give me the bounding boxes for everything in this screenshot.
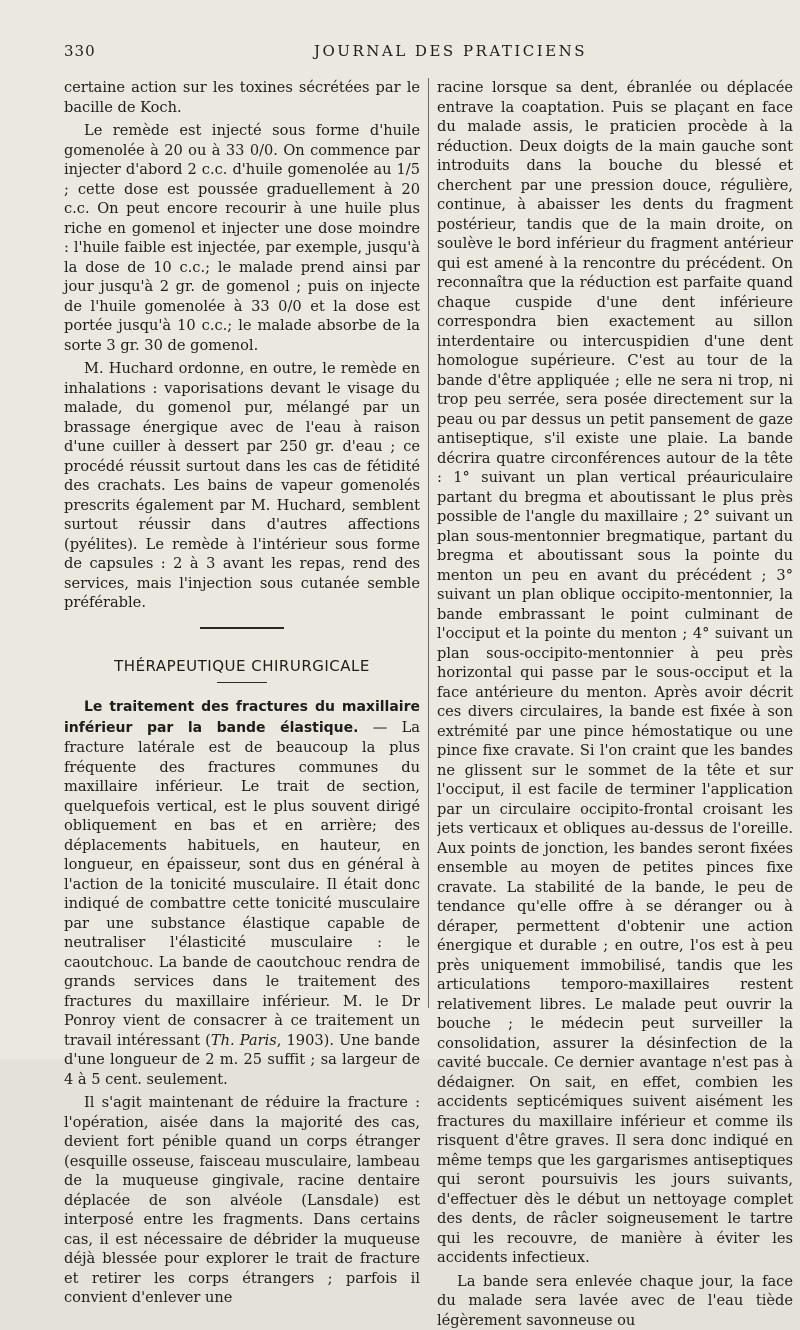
article-paragraph-intro bbox=[64, 697, 420, 1089]
page-number: 330 bbox=[64, 42, 96, 60]
heading-underline-rule bbox=[217, 682, 267, 683]
article-text-b: , 1903). Une bande d'une longueur de 2 m. 25 suffit ; sa largeur de 4 à 5 cent. seulement. bbox=[64, 1032, 420, 1088]
left-column bbox=[64, 78, 420, 1308]
paragraph-continuation: certaine action sur les toxines sécrétées par le bacille de Koch. bbox=[64, 78, 420, 117]
journal-title: JOURNAL DES PRATICIENS bbox=[314, 42, 587, 60]
paragraph-daily-care: La bande sera enlevée chaque jour, la face du malade sera lavée avec de l'eau tiède légèrement savonneuse ou bbox=[437, 1272, 793, 1330]
section-divider-rule bbox=[200, 627, 284, 629]
right-column bbox=[437, 78, 793, 1330]
paragraph-inhalations: M. Huchard ordonne, en outre, le remède en inhalations : vaporisations devant le visage du malade, du gomenol pur, mélangé par un brassage énergique avec de l'eau à raison d'une cuiller à dessert par 250 gr. d'eau ; ce procédé réussit surtout dans les cas de fétidité des crachats. Les bains de vapeur gomenolés prescrits également par M. Huchard, semblent surtout réussir dans d'autres affections (pyélites). Le remède à l'intérieur sous forme de capsules : 2 à 3 avant les repas, rend des services, mais l'injection sous cutanée semble préférable. bbox=[64, 359, 420, 613]
paragraph-reduction: Il s'agit maintenant de réduire la fracture : l'opération, aisée dans la majorité des cas, devient fort pénible quand un corps étranger (esquille osseuse, faisceau musculaire, lambeau de la muqueuse gingivale, racine dentaire déplacée de son alvéole (Lansdale) est interposé entre les fragments. Dans certains cas, il est nécessaire de débrider la muqueuse déjà blessée pour explorer le trait de fracture et retirer les corps étrangers ; parfois il convient d'enlever une bbox=[64, 1093, 420, 1308]
article-text-a: — La fracture latérale est de beaucoup la plus fréquente des fractures communes du maxillaire inférieur. Le trait de section, quelquefois vertical, est le plus souvent dirigé obliquement en bas et en arrière; des déplacements habituels, en hauteur, en longueur, en épaisseur, sont dus en général à l'action de la tonicité musculaire. Il était donc indiqué de combattre cette tonicité musculaire par une substance élastique capable de neutraliser l'élasticité musculaire : le caoutchouc. La bande de caoutchouc rendra de grands services dans le traitement des fractures du maxillaire inférieur. M. le Dr Ponroy vient de consacrer à ce traitement un travail intéressant ( bbox=[64, 719, 420, 1049]
citation: Th. Paris bbox=[211, 1032, 277, 1049]
article-title: Le traitement des fractures du maxillaire inférieur par la bande élastique. bbox=[64, 699, 420, 736]
paragraph-bandage-procedure: racine lorsque sa dent, ébranlée ou déplacée entrave la coaptation. Puis se plaçant en face du malade assis, le praticien procède à la réduction. Deux doigts de la main gauche sont introduits dans la bouche du blessé et cherchent par une pression douce, régulière, continue, à abaisser les dents du fragment postérieur, tandis que de la main droite, on soulève le bord inférieur du fragment antérieur qui est amené à la rencontre du précédent. On reconnaîtra que la réduction est parfaite quand chaque cuspide d'une dent inférieure correspondra bien exactement au sillon interdentaire ou intercuspidien d'une dent homologue supérieure. C'est au tour de la bande d'être appliquée ; elle ne sera ni trop, ni trop peu serrée, sera posée directement sur la peau ou par dessus un petit pansement de gaze antiseptique, s'il existe une plaie. La bande décrira quatre circonférences autour de la tête : 1° suivant un plan vertical préauriculaire partant du bregma et aboutissant le plus près possible de l'angle du maxillaire ; 2° suivant un plan sous-mentonnier bregmatique, partant du bregma et aboutissant sous la pointe du menton un peu en avant du précédent ; 3° suivant un plan oblique occipito-mentonnier, la bande embrassant le point culminant de l'occiput et la pointe du menton ; 4° suivant un plan sous-occipito-mentonnier à peu près horizontal qui passe par le sous-occiput et la face antérieure du menton. Après avoir décrit ces divers circulaires, la bande est fixée à son extrémité par une pince hémostatique ou une pince fixe cravate. Si l'on craint que les bandes ne glissent sur le sommet de la tête et sur l'occiput, il est facile de terminer l'application par un circulaire occipito-frontal croisant les jets verticaux et obliques au-dessus de l'oreille. Aux points de jonction, les bandes seront fixées ensemble au moyen de petites pinces fixe cravate. La stabilité de la bande, le peu de tendance qu'elle offre à se déranger ou à déraper, permettent d'obtenir une action énergique et durable ; en outre, l'os est à peu près uniquement immobilisé, tandis que les articulations temporo-maxillaires restent relativement libres. Le malade peut ouvrir la bouche ; le médecin peut surveiller la consolidation, assurer la désinfection de la cavité buccale. Ce dernier avantage n'est pas à dédaigner. On sait, en effet, combien les accidents septicémiques suivent aisément les fractures du maxillaire inférieur et comme ils risquent d'être graves. Il sera donc indiqué en même temps que les gargarismes antiseptiques qui seront poursuivis les jours suivants, d'effectuer dès le début un nettoyage complet des dents, de râcler soigneusement le tartre qui les recouvre, de manière à éviter les accidents infectieux. bbox=[437, 78, 793, 1268]
paragraph-injection-dosage: Le remède est injecté sous forme d'huile gomenolée à 20 ou à 33 0/0. On commence par injecter d'abord 2 c.c. d'huile gomenolée au 1/5 ; cette dose est poussée graduellement à 20 c.c. On peut encore recourir à une huile plus riche en gomenol et injecter une dose moindre : l'huile faible est injectée, par exemple, jusqu'à la dose de 10 c.c.; le malade prend ainsi par jour jusqu'à 2 gr. de gomenol ; puis on injecte de l'huile gomenolée à 33 0/0 et la dose est portée jusqu'à 10 c.c.; le malade absorbe de la sorte 3 gr. 30 de gomenol. bbox=[64, 121, 420, 355]
running-head bbox=[64, 42, 770, 66]
section-heading: THÉRAPEUTIQUE CHIRURGICALE bbox=[64, 657, 420, 677]
column-divider bbox=[428, 78, 429, 1008]
